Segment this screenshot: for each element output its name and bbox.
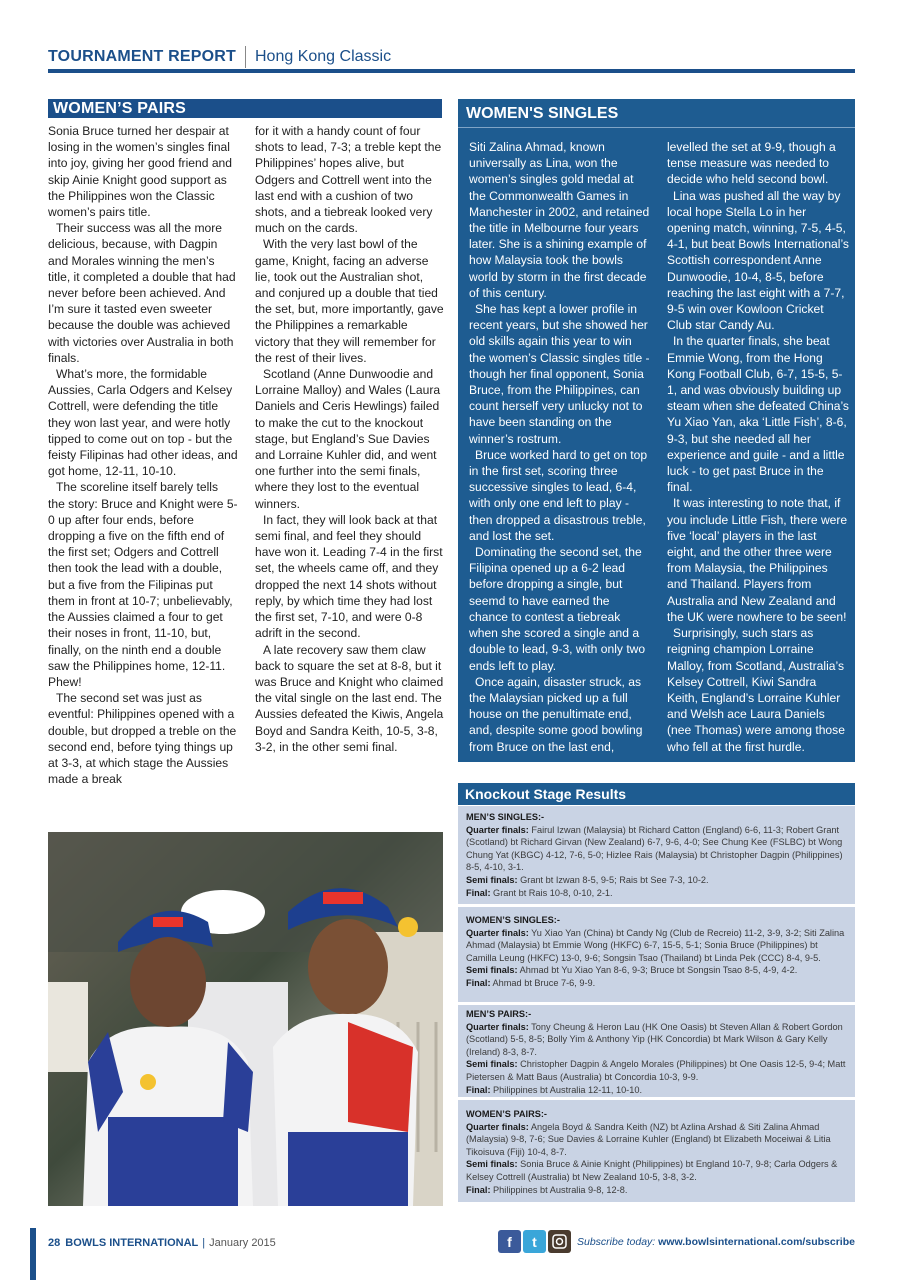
header-divider (245, 46, 246, 68)
subscribe-link[interactable]: www.bowlsinternational.com/subscribe (658, 1236, 855, 1248)
results-line: Semi finals: Ahmad bt Yu Xiao Yan 8-6, 9-3; Bruce bt Songsin Tsao 8-5, 4-9, 4-2. (466, 965, 798, 976)
social-icons (498, 1230, 571, 1253)
footer-accent-strip (30, 1228, 36, 1280)
results-line: Quarter finals: Fairul Izwan (Malaysia) bt Richard Catton (England) 6-6, 11-3; Robert Grant (Scotland) bt Richard Girvan (New Zealand) 6-7, 9-6, 4-0; See Chung Kee (FSLBC) bt Wong Chung Yat (KBGC) 4-12, 7-6, 5-0; Hizlee Rais (Malaysia) bt Christopher Dagpin (Philippines) 8-5, 4-10, 3-1. (466, 824, 843, 873)
results-divider (458, 1097, 855, 1100)
results-section-mens-pairs (466, 1008, 850, 1096)
results-line: Semi finals: Grant bt Izwan 8-5, 9-5; Rais bt See 7-3, 10-2. (466, 874, 709, 885)
results-line: Final: Philippines bt Australia 9-8, 12-8. (466, 1184, 628, 1195)
paragraph: for it with a handy count of four shots to lead, 7-3; a treble kept the Philippines’ hopes alive, but Odgers and Cottrell went into the last end with a cushion of two shots, and a tiebreak looked very much on the cards. (255, 124, 442, 236)
results-line: Semi finals: Christopher Dagpin & Angelo Morales (Philippines) bt One Oasis 12-5, 9-4; Matt Pietersen & Matt Baus (Australia) bt Concordia 10-3, 9-9. (466, 1059, 846, 1082)
paragraph: levelled the set at 9-9, though a tense measure was needed to decide who held second bowl. (667, 140, 836, 187)
pairs-title: WOMEN’S PAIRS (53, 100, 186, 117)
singles-column-2 (667, 139, 849, 755)
paragraph: Their success was all the more delicious, because, with Dagpin and Morales winning the men’s title, it completed a double that had never before been achieved. And I’m sure it tasted even sweeter because the double was achieved with victories over Australia in both finals. (48, 221, 236, 365)
paragraph: It was interesting to note that, if you include Little Fish, there were five ‘local’ players in the last eight, and the other three were from Malaysia, the Philippines and Thailand. Players from Australia and New Zealand and the UK were nowhere to be seen! (667, 496, 848, 624)
paragraph: Surprisingly, such stars as reigning champion Lorraine Malloy, from Scotland, Australia’s Kelsey Cottrell, Kiwi Sandra Keith, England’s Lorraine Kuhler and Welsh ace Laura Daniels (nee Thomas) were among those who fell at the first hurdle. (667, 626, 845, 754)
subscribe-label: Subscribe today: (577, 1236, 656, 1248)
paragraph: With the very last bowl of the game, Knight, facing an adverse lie, took out the Australian shot, and conjured up a double that tied the set, but, more importantly, gave the Philippines a remarkable victory that they will remember for the rest of their lives. (255, 237, 444, 365)
subscribe-callout (577, 1235, 855, 1249)
results-line: Final: Ahmad bt Bruce 7-6, 9-9. (466, 977, 596, 988)
page-folio (48, 1235, 276, 1251)
results-section-mens-singles (466, 811, 850, 899)
facebook-icon[interactable]: f (498, 1230, 521, 1253)
section-title: TOURNAMENT REPORT (48, 48, 236, 65)
paragraph: Once again, disaster struck, as the Malaysian picked up a full house on the penultimate end, and, despite some good bowling from Bruce on the last end, (469, 674, 643, 754)
results-line: Final: Philippines bt Australia 12-11, 10-10. (466, 1084, 643, 1095)
issue-date: January 2015 (209, 1237, 276, 1249)
results-section-womens-singles (466, 914, 850, 990)
players-photo-illustration (48, 832, 443, 1206)
players-photo (48, 832, 443, 1206)
paragraph: She has kept a lower profile in recent years, but she showed her old skills again this year to win the women’s Classic singles title - though her final opponent, Sonia Bruce, from the Philippines, can count herself very unlucky not to have been standing on the winner’s rostrum. (469, 302, 650, 446)
header-rule (48, 69, 855, 73)
paragraph: The scoreline itself barely tells the story: Bruce and Knight were 5-0 up after four ends, before dropping a five on the fifth end of the first set; Odgers and Cottrell then took the lead with a double, but a five from the Filipinas put them in front at 10-7; unbelievably, the Aussies claimed a four to get their noses in front, 11-10, but, finally, on the ninth end a double saw the Philippines home, 12-11. Phew! (48, 480, 238, 689)
paragraph: A late recovery saw them claw back to square the set at 8-8, but it was Bruce and Knight who claimed the vital single on the last end. The Aussies defeated the Kiwis, Angela Boyd and Sandra Keith, 10-5, 3-8, 3-2, in the other semi final. (255, 642, 444, 754)
paragraph: Sonia Bruce turned her despair at losing in the women’s singles final into joy, giving her good friend and skip Ainie Knight good support as the Philippines won the Classic women’s pairs title. (48, 124, 232, 220)
results-section-womens-pairs (466, 1108, 850, 1196)
results-heading: WOMEN’S PAIRS:- (466, 1109, 547, 1119)
paragraph: Dominating the second set, the Filipina opened up a 6-2 lead before dropping a single, but seemd to have earned the chance to contest a tiebreak when she scored a single and a double to lead, 9-3, with only two ends left to play. (469, 545, 646, 673)
paragraph: Scotland (Anne Dunwoodie and Lorraine Malloy) and Wales (Laura Daniels and Ceris Hewlings) failed to make the cut to the knockout stage, but England’s Sue Davies and Lorraine Kuhler did, and went one further into the semi finals, where they lost to the eventual winners. (255, 367, 441, 511)
results-heading: WOMEN’S SINGLES:- (466, 915, 560, 925)
results-line: Final: Grant bt Rais 10-8, 0-10, 2-1. (466, 887, 613, 898)
results-line: Quarter finals: Tony Cheung & Heron Lau (HK One Oasis) bt Steven Allan & Robert Gordon (Scotland) 5-5, 8-5; Bolly Yim & Anthony Yip (HK Concordia) bt Mark Wilson & Gary Kelly (Ireland) 8-3, 8-7. (466, 1021, 843, 1057)
paragraph: Siti Zalina Ahmad, known universally as Lina, won the women’s singles gold medal at the Commonwealth Games in Manchester in 2002, and retained the title in Melbourne four years later. She is a shining example of how Malaysia took the bowls world by storm in the first decade of this century. (469, 140, 650, 300)
pairs-column-2 (255, 123, 445, 755)
paragraph: In the quarter finals, she beat Emmie Wong, from the Hong Kong Football Club, 6-7, 15-5, 5-1, and was obviously building up steam when she defeated China’s Yu Xiao Yan, aka ‘Little Fish’, 8-6, 9-3, but she needed all her experience and guile - and a little luck - to get past Bruce in the final. (667, 334, 849, 495)
paragraph: In fact, they will look back at that semi final, and feel they should have won it. Leading 7-4 in the first set, the wheels came off, and they dropped the next 14 shots without reply, by which time they had lost the first set, 7-10, and were 0-8 adrift in the second. (255, 512, 443, 641)
knockout-title: Knockout Stage Results (465, 786, 627, 802)
results-heading: MEN’S SINGLES:- (466, 812, 545, 822)
singles-title: WOMEN'S SINGLES (466, 105, 619, 122)
folio-divider: | (202, 1237, 206, 1249)
instagram-glyph (552, 1234, 567, 1249)
paragraph: Bruce worked hard to get on top in the first set, scoring three successive singles to lead, 6-4, with only one end left to play - then dropped a disastrous treble, and lost the set. (469, 447, 648, 543)
section-subtitle: Hong Kong Classic (255, 48, 392, 65)
results-divider (458, 904, 855, 907)
paragraph: The second set was just as eventful: Philippines opened with a double, but dropped a treble on the second end, before tying things up at 3-3, at which stage the Aussies made a break (48, 691, 237, 787)
page-header (48, 44, 391, 70)
paragraph: What’s more, the formidable Aussies, Carla Odgers and Kelsey Cottrell, were defending the title they won last year, and were hotly tipped to come out on top - but the feisty Filipinas had other ideas, and got home, 12-11, 10-10. (48, 367, 238, 479)
results-line: Quarter finals: Yu Xiao Yan (China) bt Candy Ng (Club de Recreio) 11-2, 3-9, 3-2; Siti Zalina Ahmad (Malaysia) bt Emmie Wong (HKFC) 6-7, 15-5, 5-1; Sonia Bruce (Philippines) bt Camilla Leung (HKFC) 13-0, 9-6; Songsin Tsao (Thailand) bt Linda Pek (CCC) 8-4, 9-5. (466, 927, 845, 963)
paragraph: Lina was pushed all the way by local hope Stella Lo in her opening match, winning, 7-5, 4-5, 4-1, but beat Bowls International’s Scottish correspondent Anne Dunwoodie, 10-4, 8-5, before reaching the last eight with a 7-7, 9-5 win over Kowloon Cricket Club star Candy Au. (667, 188, 849, 333)
singles-column-1 (469, 139, 651, 755)
results-heading: MEN’S PAIRS:- (466, 1009, 532, 1019)
pairs-column-1 (48, 123, 238, 787)
magazine-name: BOWLS INTERNATIONAL (65, 1237, 199, 1249)
results-line: Semi finals: Sonia Bruce & Ainie Knight (Philippines) bt England 10-7, 9-8; Carla Odgers & Kelsey Cottrell (Australia) bt New Zealand 10-5, 3-8, 3-2. (466, 1159, 838, 1182)
instagram-icon[interactable] (548, 1230, 571, 1253)
results-divider (458, 1002, 855, 1005)
page-number: 28 (48, 1237, 61, 1249)
results-line: Quarter finals: Angela Boyd & Sandra Keith (NZ) bt Azlina Arshad & Siti Zalina Ahmad (Malaysia) 9-8, 7-6; Sue Davies & Lorraine Kuhler (England) bt Elizabeth Moceiwai & Litia Tikoisuva (Fiji) 10-4, 8-7. (466, 1121, 831, 1157)
singles-rule (458, 127, 855, 128)
twitter-icon[interactable]: t (523, 1230, 546, 1253)
